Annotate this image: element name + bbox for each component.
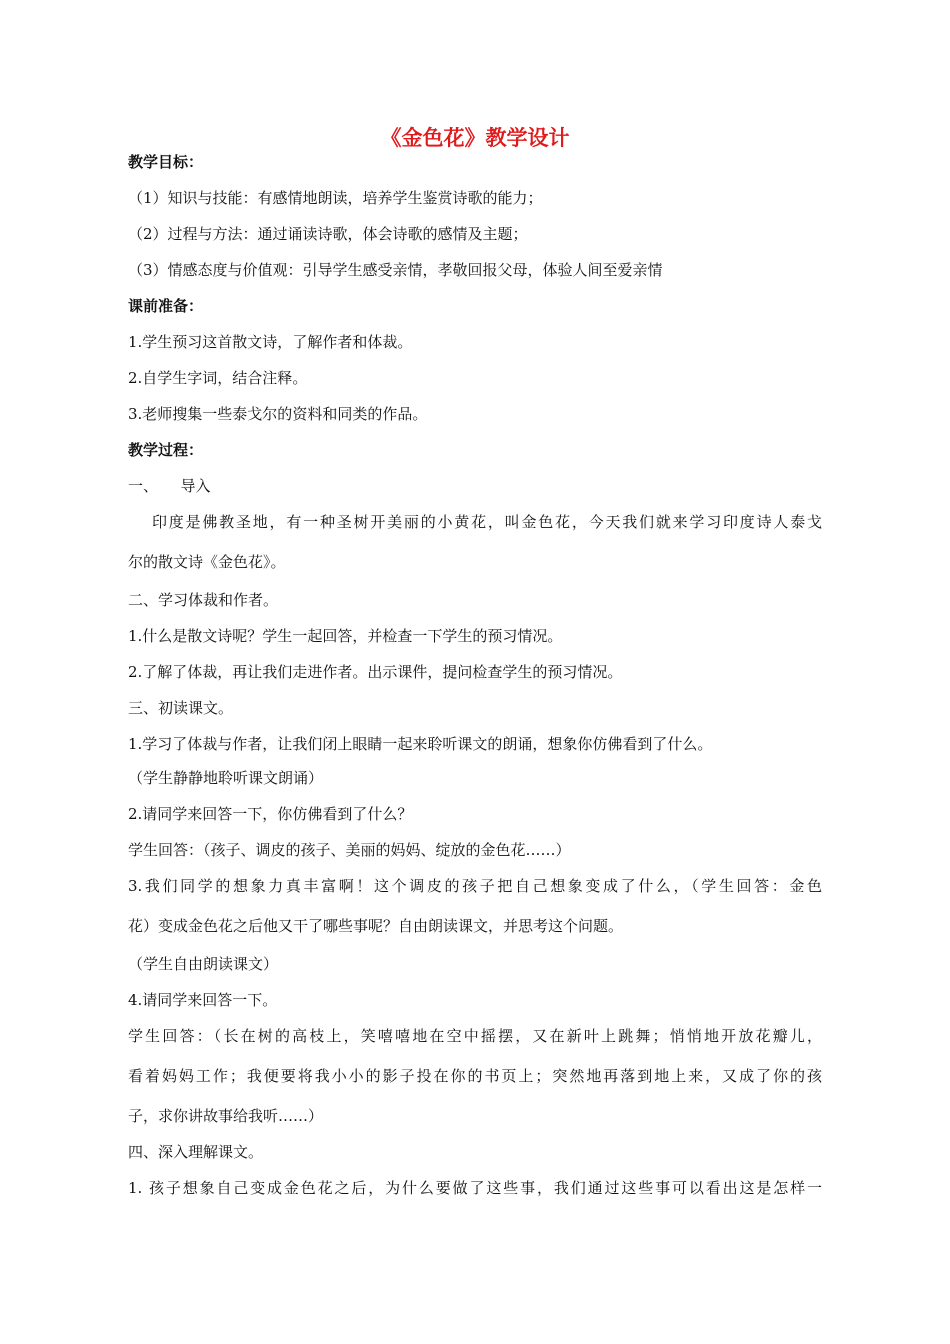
paragraph-line: 学生回答：（长在树的高枝上，笑嘻嘻地在空中摇摆，又在新叶上跳舞；悄悄地开放花瓣儿， xyxy=(128,1027,822,1045)
paragraph-line: （3）情感态度与价值观：引导学生感受亲情，孝敬回报父母，体验人间至爱亲情 xyxy=(128,261,663,279)
paragraph-line: 3.老师搜集一些泰戈尔的资料和同类的作品。 xyxy=(128,405,428,423)
paragraph-line: 1. 孩子想象自己变成金色花之后，为什么要做了这些事，我们通过这些事可以看出这是怎样一 xyxy=(128,1179,822,1197)
document-title: 《金色花》教学设计 xyxy=(380,126,570,150)
paragraph-line: 子，求你讲故事给我听……） xyxy=(128,1107,324,1125)
paragraph-line: 花）变成金色花之后他又干了哪些事呢？自由朗读课文，并思考这个问题。 xyxy=(128,917,624,935)
paragraph-line: 印度是佛教圣地，有一种圣树开美丽的小黄花，叫金色花，今天我们就来学习印度诗人泰戈 xyxy=(152,513,822,531)
paragraph-line: 3.我们同学的想象力真丰富啊！这个调皮的孩子把自己想象变成了什么，（学生回答：金色 xyxy=(128,877,822,895)
paragraph-line: 2.自学生字词，结合注释。 xyxy=(128,369,308,387)
section-heading-objectives: 教学目标： xyxy=(128,153,204,171)
paragraph-line: （学生自由朗读课文） xyxy=(128,955,279,973)
paragraph-line: 4.请同学来回答一下。 xyxy=(128,991,278,1009)
paragraph-line: 1.什么是散文诗呢？学生一起回答，并检查一下学生的预习情况。 xyxy=(128,627,563,645)
section-heading-process: 教学过程： xyxy=(128,441,204,459)
paragraph-line: 1.学习了体裁与作者，让我们闭上眼睛一起来聆听课文的朗诵，想象你仿佛看到了什么。 xyxy=(128,735,713,753)
paragraph-line: 二、学习体裁和作者。 xyxy=(128,591,279,609)
paragraph-line: 2.请同学来回答一下，你仿佛看到了什么？ xyxy=(128,805,413,823)
paragraph-line: 2.了解了体裁，再让我们走进作者。出示课件，提问检查学生的预习情况。 xyxy=(128,663,623,681)
paragraph-line: 一、 导入 xyxy=(128,477,211,495)
paragraph-line: （学生静静地聆听课文朗诵） xyxy=(128,769,324,787)
paragraph-line: 三、初读课文。 xyxy=(128,699,234,717)
paragraph-line: 四、深入理解课文。 xyxy=(128,1143,264,1161)
section-heading-preparation: 课前准备： xyxy=(128,297,204,315)
paragraph-line: 看着妈妈工作；我便要将我小小的影子投在你的书页上；突然地再落到地上来，又成了你的孩 xyxy=(128,1067,822,1085)
paragraph-line: （2）过程与方法：通过诵读诗歌，体会诗歌的感情及主题； xyxy=(128,225,528,243)
paragraph-line: 1.学生预习这首散文诗，了解作者和体裁。 xyxy=(128,333,413,351)
paragraph-line: （1）知识与技能：有感情地朗读，培养学生鉴赏诗歌的能力； xyxy=(128,189,543,207)
paragraph-line: 学生回答：（孩子、调皮的孩子、美丽的妈妈、绽放的金色花……） xyxy=(128,841,571,859)
paragraph-line: 尔的散文诗《金色花》。 xyxy=(128,553,286,571)
